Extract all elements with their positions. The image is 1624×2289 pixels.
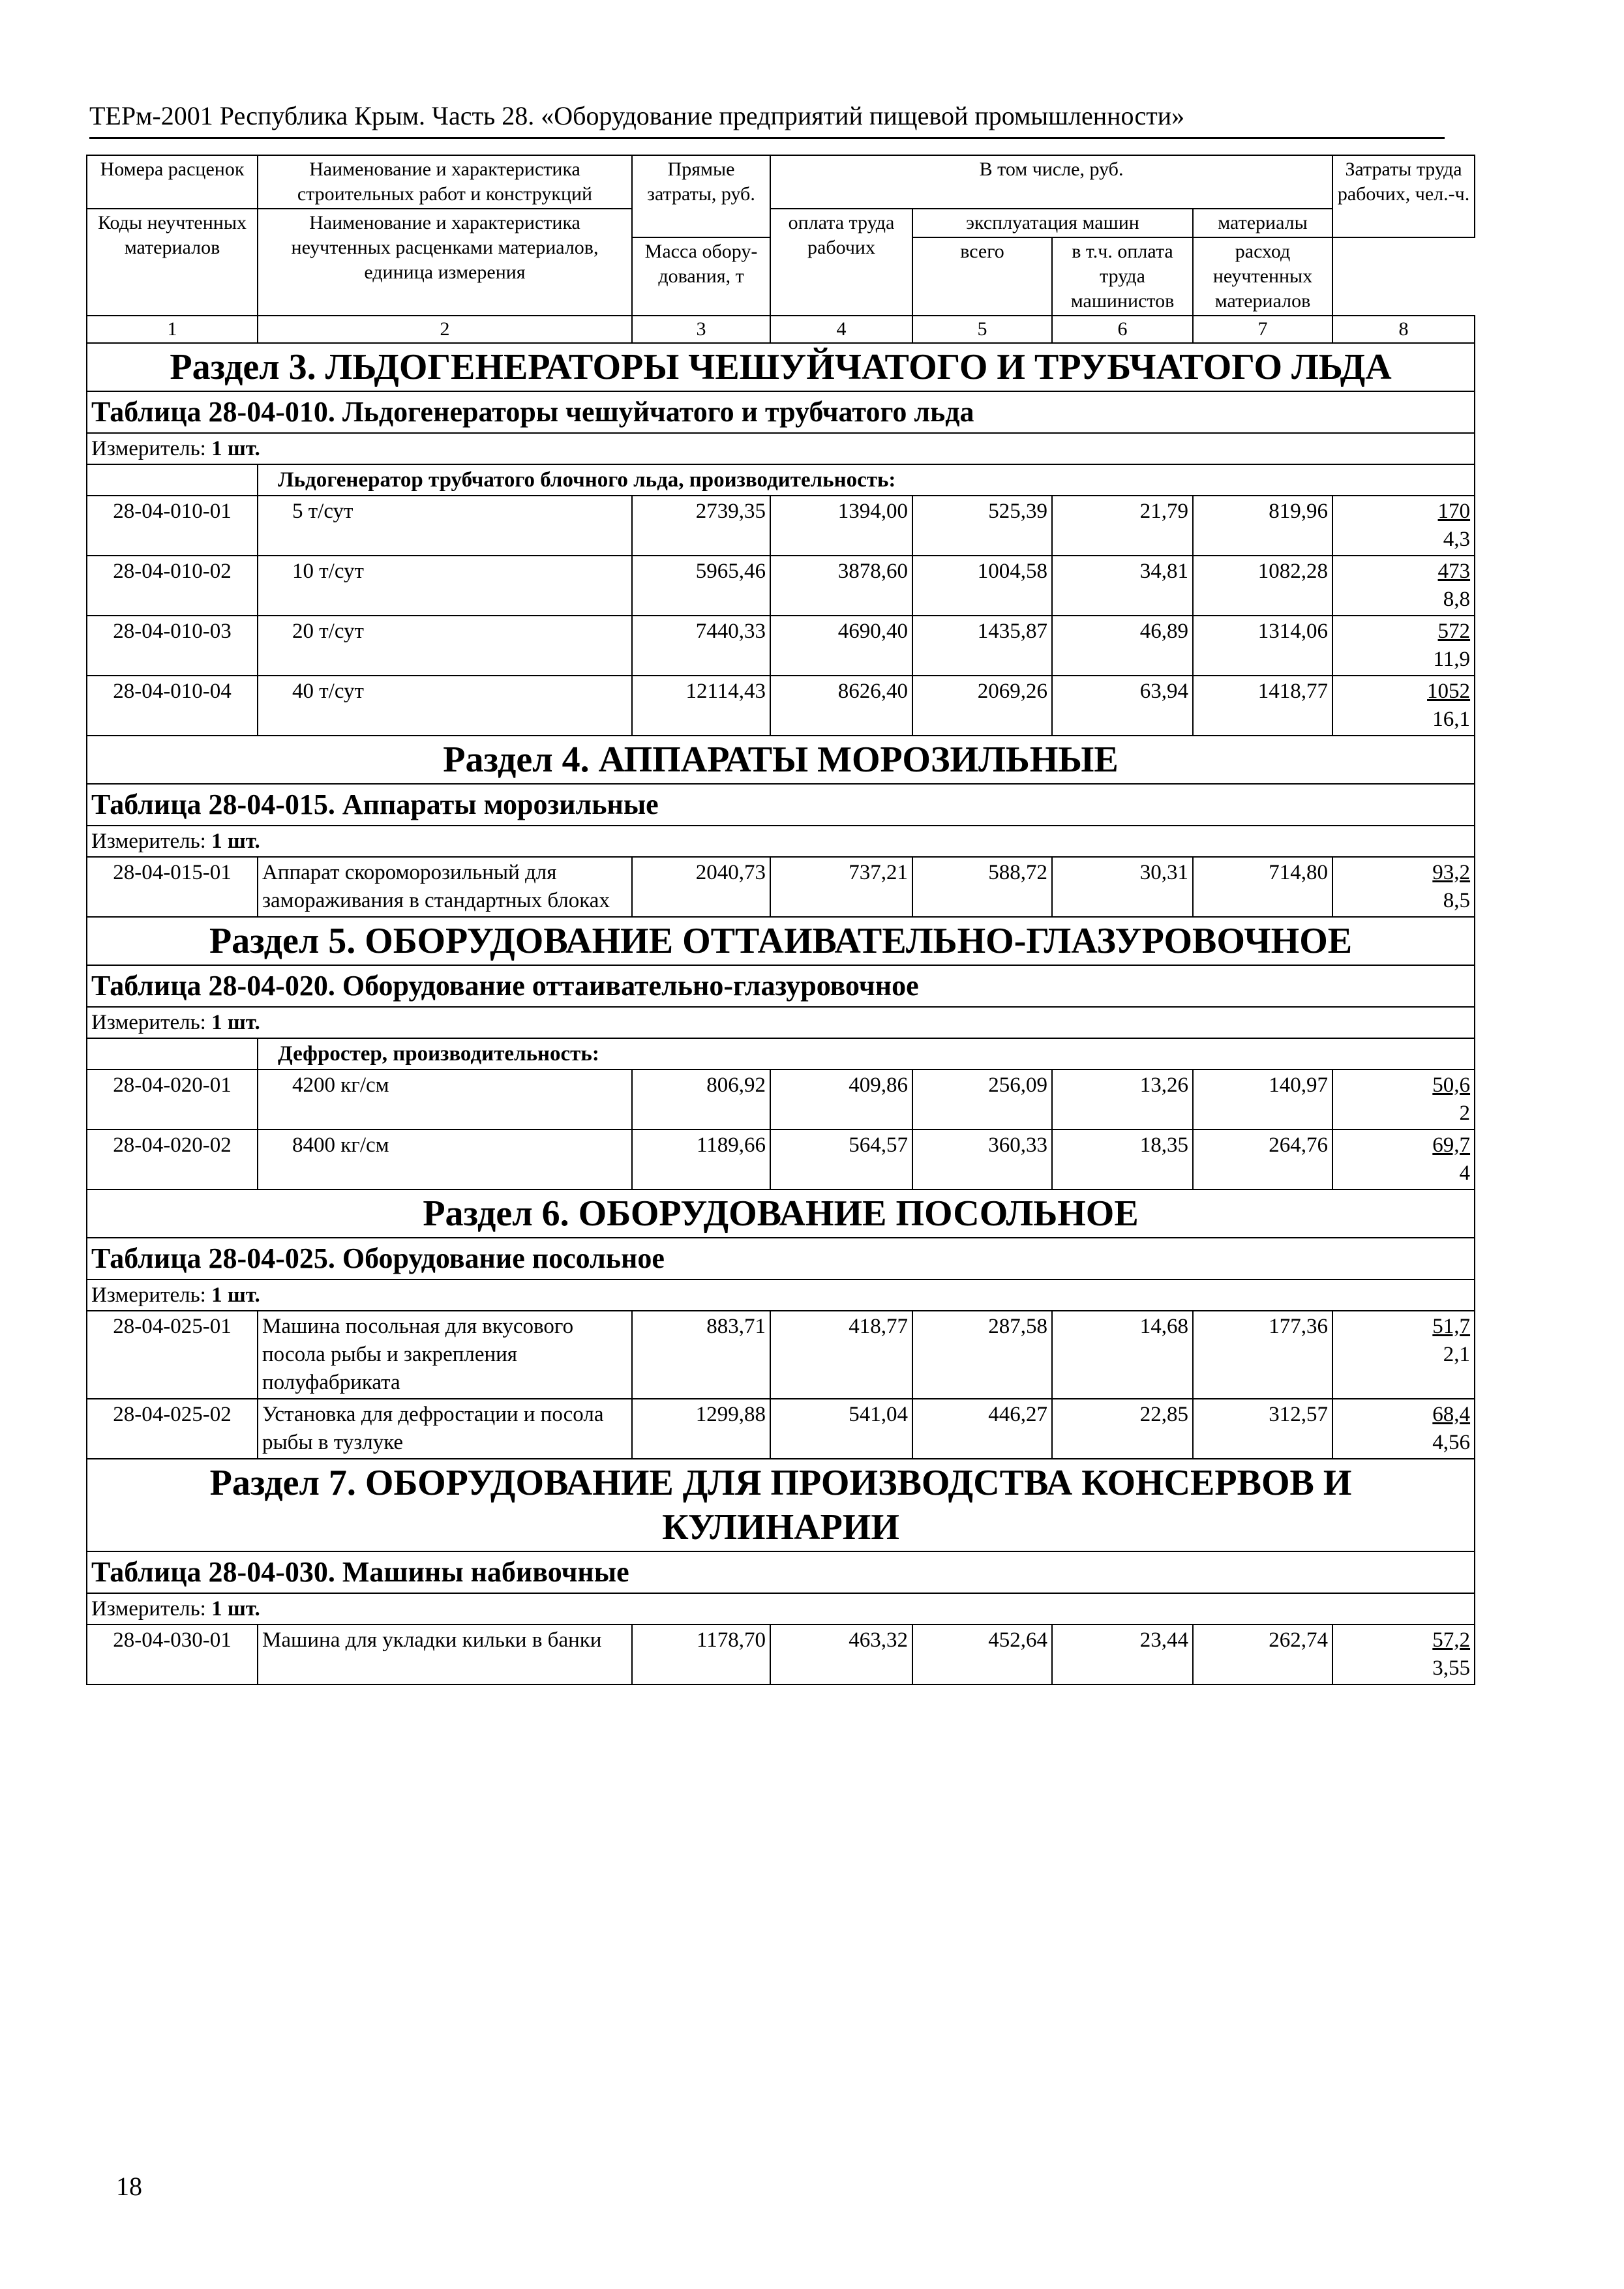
worker-pay: 737,21 <box>770 857 912 917</box>
worker-pay: 418,77 <box>770 1311 912 1399</box>
machine-total: 1435,87 <box>912 616 1052 676</box>
direct-costs: 883,71 <box>632 1311 770 1399</box>
machinist-pay: 14,68 <box>1052 1311 1193 1399</box>
equipment-mass: 2,1 <box>1443 1343 1471 1366</box>
rate-code: 28-04-010-03 <box>87 616 258 676</box>
labor-mass-cell <box>1332 1624 1475 1684</box>
group-spacer <box>87 1038 258 1070</box>
unit-label: Измеритель: <box>91 830 206 853</box>
unit-label: Измеритель: <box>91 1597 206 1621</box>
col-header-material-name: Наименование и характеристика неучтенных расценками материалов, единица измерения <box>258 209 632 316</box>
materials-cost: 714,80 <box>1193 857 1332 917</box>
col-header-equipment-mass: Масса обору-дования, т <box>632 237 770 316</box>
materials-cost: 1418,77 <box>1193 676 1332 736</box>
group-spacer <box>87 464 258 496</box>
labor-hours: 93,2 <box>1432 861 1471 884</box>
col-header-material-codes: Коды неучтенных материалов <box>87 209 258 316</box>
rate-code: 28-04-010-04 <box>87 676 258 736</box>
col-header-direct-costs: Прямые затраты, руб. <box>632 155 770 237</box>
machine-total: 446,27 <box>912 1399 1052 1459</box>
group-title: Дефростер, производительность: <box>258 1038 1475 1070</box>
equipment-mass: 4,56 <box>1432 1431 1471 1454</box>
section-title: Раздел 5. ОБОРУДОВАНИЕ ОТТАИВАТЕЛЬНО-ГЛАЗУРОВОЧНОЕ <box>87 917 1475 965</box>
column-number: 4 <box>770 316 912 343</box>
materials-cost: 312,57 <box>1193 1399 1332 1459</box>
machine-total: 588,72 <box>912 857 1052 917</box>
unit-label: Измеритель: <box>91 1283 206 1307</box>
unit-line <box>87 1279 1475 1311</box>
worker-pay: 3878,60 <box>770 556 912 616</box>
table-title: Таблица 28-04-020. Оборудование оттаивательно-глазуровочное <box>87 965 1475 1007</box>
machine-total: 1004,58 <box>912 556 1052 616</box>
machinist-pay: 13,26 <box>1052 1070 1193 1130</box>
item-name: 20 т/сут <box>258 616 632 676</box>
labor-mass-cell <box>1332 1070 1475 1130</box>
col-header-worker-pay: оплата труда рабочих <box>770 209 912 316</box>
rate-code: 28-04-020-01 <box>87 1070 258 1130</box>
materials-cost: 819,96 <box>1193 496 1332 556</box>
table-row <box>87 1130 1475 1189</box>
column-number: 1 <box>87 316 258 343</box>
item-name: 8400 кг/см <box>258 1130 632 1189</box>
col-header-work-name: Наименование и характеристика строительных работ и конструкций <box>258 155 632 209</box>
materials-cost: 140,97 <box>1193 1070 1332 1130</box>
unit-value: 1 шт. <box>211 1283 260 1307</box>
machinist-pay: 22,85 <box>1052 1399 1193 1459</box>
item-name: Машина посольная для вкусового посола рыбы и закрепления полуфабриката <box>258 1311 632 1399</box>
direct-costs: 2040,73 <box>632 857 770 917</box>
equipment-mass: 4 <box>1459 1161 1471 1185</box>
equipment-mass: 2 <box>1459 1101 1471 1125</box>
equipment-mass: 11,9 <box>1433 648 1471 671</box>
machine-total: 452,64 <box>912 1624 1052 1684</box>
materials-cost: 1314,06 <box>1193 616 1332 676</box>
col-header-unaccounted-materials: расход неучтенных материалов <box>1193 237 1332 316</box>
item-name: 4200 кг/см <box>258 1070 632 1130</box>
labor-mass-cell <box>1332 496 1475 556</box>
table-title: Таблица 28-04-030. Машины набивочные <box>87 1551 1475 1593</box>
unit-line <box>87 433 1475 464</box>
machinist-pay: 63,94 <box>1052 676 1193 736</box>
unit-value: 1 шт. <box>211 830 260 853</box>
unit-value: 1 шт. <box>211 1597 260 1621</box>
worker-pay: 463,32 <box>770 1624 912 1684</box>
page-number: 18 <box>116 2172 142 2201</box>
direct-costs: 2739,35 <box>632 496 770 556</box>
labor-hours: 1052 <box>1427 680 1471 703</box>
item-name: Установка для дефростации и посола рыбы в тузлуке <box>258 1399 632 1459</box>
item-name: 10 т/сут <box>258 556 632 616</box>
item-name: 5 т/сут <box>258 496 632 556</box>
table-title: Таблица 28-04-015. Аппараты морозильные <box>87 784 1475 826</box>
table-title: Таблица 28-04-025. Оборудование посольное <box>87 1238 1475 1279</box>
rate-code: 28-04-010-02 <box>87 556 258 616</box>
rate-code: 28-04-025-01 <box>87 1311 258 1399</box>
col-header-rate-numbers: Номера расценок <box>87 155 258 209</box>
labor-mass-cell <box>1332 556 1475 616</box>
col-header-materials: материалы <box>1193 209 1332 237</box>
table-row <box>87 496 1475 556</box>
document-body <box>86 155 1474 1685</box>
direct-costs: 1299,88 <box>632 1399 770 1459</box>
unit-line <box>87 1593 1475 1624</box>
rate-code: 28-04-030-01 <box>87 1624 258 1684</box>
direct-costs: 806,92 <box>632 1070 770 1130</box>
column-number: 8 <box>1332 316 1475 343</box>
col-header-including: В том числе, руб. <box>770 155 1332 209</box>
machine-total: 287,58 <box>912 1311 1052 1399</box>
labor-mass-cell <box>1332 857 1475 917</box>
unit-label: Измеритель: <box>91 1011 206 1034</box>
machinist-pay: 46,89 <box>1052 616 1193 676</box>
table-row <box>87 616 1475 676</box>
labor-mass-cell <box>1332 1311 1475 1399</box>
rates-table <box>86 155 1475 1685</box>
item-name: 40 т/сут <box>258 676 632 736</box>
machinist-pay: 23,44 <box>1052 1624 1193 1684</box>
section-title: Раздел 4. АППАРАТЫ МОРОЗИЛЬНЫЕ <box>87 736 1475 784</box>
section-title: Раздел 6. ОБОРУДОВАНИЕ ПОСОЛЬНОЕ <box>87 1189 1475 1238</box>
column-number: 5 <box>912 316 1052 343</box>
worker-pay: 1394,00 <box>770 496 912 556</box>
table-row <box>87 556 1475 616</box>
labor-mass-cell <box>1332 676 1475 736</box>
unit-value: 1 шт. <box>211 1011 260 1034</box>
labor-hours: 572 <box>1437 620 1471 643</box>
equipment-mass: 16,1 <box>1432 708 1471 731</box>
col-header-machine-operation: эксплуатация машин <box>912 209 1193 237</box>
table-row <box>87 1311 1475 1399</box>
worker-pay: 409,86 <box>770 1070 912 1130</box>
equipment-mass: 3,55 <box>1432 1656 1471 1680</box>
rate-code: 28-04-010-01 <box>87 496 258 556</box>
table-title: Таблица 28-04-010. Льдогенераторы чешуйчатого и трубчатого льда <box>87 391 1475 433</box>
labor-hours: 69,7 <box>1432 1133 1471 1157</box>
worker-pay: 8626,40 <box>770 676 912 736</box>
column-number: 6 <box>1052 316 1193 343</box>
table-row <box>87 857 1475 917</box>
rate-code: 28-04-025-02 <box>87 1399 258 1459</box>
materials-cost: 264,76 <box>1193 1130 1332 1189</box>
direct-costs: 7440,33 <box>632 616 770 676</box>
column-number: 7 <box>1193 316 1332 343</box>
machinist-pay: 21,79 <box>1052 496 1193 556</box>
direct-costs: 5965,46 <box>632 556 770 616</box>
labor-hours: 51,7 <box>1432 1315 1471 1338</box>
col-header-machine-total: всего <box>912 237 1052 316</box>
unit-line <box>87 826 1475 857</box>
item-name: Машина для укладки кильки в банки <box>258 1624 632 1684</box>
labor-hours: 68,4 <box>1432 1403 1471 1426</box>
group-title: Льдогенератор трубчатого блочного льда, производительность: <box>258 464 1475 496</box>
labor-hours: 170 <box>1437 500 1471 523</box>
equipment-mass: 8,8 <box>1443 588 1471 611</box>
labor-hours: 57,2 <box>1432 1628 1471 1652</box>
materials-cost: 177,36 <box>1193 1311 1332 1399</box>
unit-label: Измеритель: <box>91 437 206 460</box>
item-name: Аппарат скороморозильный для замораживания в стандартных блоках <box>258 857 632 917</box>
table-row <box>87 1399 1475 1459</box>
machine-total: 2069,26 <box>912 676 1052 736</box>
column-number: 3 <box>632 316 770 343</box>
machinist-pay: 18,35 <box>1052 1130 1193 1189</box>
machinist-pay: 34,81 <box>1052 556 1193 616</box>
direct-costs: 1189,66 <box>632 1130 770 1189</box>
rate-code: 28-04-015-01 <box>87 857 258 917</box>
unit-line <box>87 1007 1475 1038</box>
materials-cost: 262,74 <box>1193 1624 1332 1684</box>
section-title: Раздел 3. ЛЬДОГЕНЕРАТОРЫ ЧЕШУЙЧАТОГО И ТРУБЧАТОГО ЛЬДА <box>87 343 1475 391</box>
labor-mass-cell <box>1332 1399 1475 1459</box>
labor-hours: 50,6 <box>1432 1073 1471 1097</box>
table-row <box>87 676 1475 736</box>
worker-pay: 541,04 <box>770 1399 912 1459</box>
labor-mass-cell <box>1332 616 1475 676</box>
direct-costs: 1178,70 <box>632 1624 770 1684</box>
unit-value: 1 шт. <box>211 437 260 460</box>
equipment-mass: 4,3 <box>1443 528 1471 551</box>
table-row <box>87 1070 1475 1130</box>
machine-total: 525,39 <box>912 496 1052 556</box>
materials-cost: 1082,28 <box>1193 556 1332 616</box>
labor-mass-cell <box>1332 1130 1475 1189</box>
rate-code: 28-04-020-02 <box>87 1130 258 1189</box>
machine-total: 360,33 <box>912 1130 1052 1189</box>
page-header: ТЕРм-2001 Республика Крым. Часть 28. «Оборудование предприятий пищевой промышленности» <box>89 98 1445 139</box>
machinist-pay: 30,31 <box>1052 857 1193 917</box>
column-number: 2 <box>258 316 632 343</box>
equipment-mass: 8,5 <box>1443 889 1471 912</box>
section-title: Раздел 7. ОБОРУДОВАНИЕ ДЛЯ ПРОИЗВОДСТВА КОНСЕРВОВ И КУЛИНАРИИ <box>87 1459 1475 1551</box>
worker-pay: 4690,40 <box>770 616 912 676</box>
machine-total: 256,09 <box>912 1070 1052 1130</box>
table-row <box>87 1624 1475 1684</box>
labor-hours: 473 <box>1437 560 1471 583</box>
col-header-machinist-pay: в т.ч. оплата труда машинистов <box>1052 237 1193 316</box>
col-header-labor-hours: Затраты труда рабочих, чел.-ч. <box>1332 155 1475 237</box>
direct-costs: 12114,43 <box>632 676 770 736</box>
worker-pay: 564,57 <box>770 1130 912 1189</box>
